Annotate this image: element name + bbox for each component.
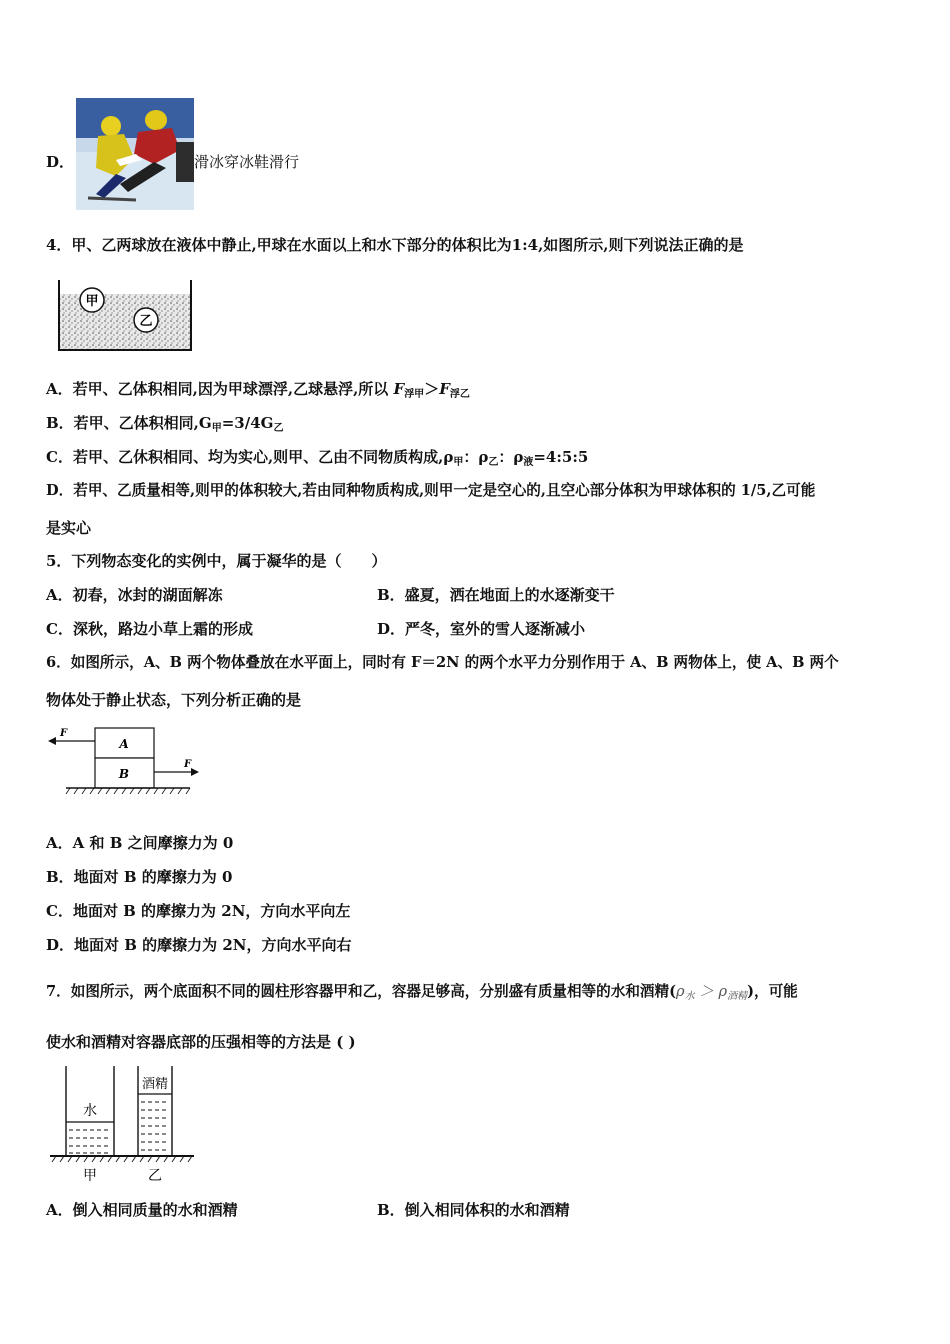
force-left-label: F bbox=[60, 728, 68, 739]
q4-container-figure bbox=[56, 278, 194, 354]
q4-option-d-line1: D．若甲、乙质量相等,则甲的体积较大,若由同种物质构成,则甲一定是空心的,且空心部分体积为甲球体积的 1/5,乙可能 bbox=[46, 482, 816, 499]
q5-option-d: D．严冬，室外的雪人逐渐减小 bbox=[377, 620, 586, 638]
q5-option-a: A．初春，冰封的湖面解冻 bbox=[46, 586, 223, 604]
speed-skating-photo bbox=[76, 98, 194, 210]
q7-stem-line1: 7．如图所示，两个底面积不同的圆柱形容器甲和乙，容器足够高，分别盛有质量相等的水和酒精$(\rho_水 > \rho_{酒精})$，可能 bbox=[46, 983, 798, 1002]
q6-option-a: A．A 和 B 之间摩擦力为 0 bbox=[46, 834, 234, 852]
q6-stem-line2: 物体处于静止状态，下列分析正确的是 bbox=[46, 691, 302, 709]
q7-containers-figure bbox=[48, 1064, 198, 1188]
q5-option-b: B．盛夏，洒在地面上的水逐渐变干 bbox=[377, 586, 615, 604]
container-yi-label: 乙 bbox=[148, 1168, 162, 1184]
q4-option-c: C．若甲、乙休积相同、均为实心,则甲、乙由不同物质构成$,\rho_甲$：$\rho_乙$：$\rho_液=4:5:5$ bbox=[46, 448, 589, 468]
water-label: 水 bbox=[83, 1103, 97, 1119]
q5-option-c: C．深秋，路边小草上霜的形成 bbox=[46, 620, 253, 638]
q6-option-b: B．地面对 B 的摩擦力为 0 bbox=[46, 868, 233, 886]
q5-stem: 5．下列物态变化的实例中，属于凝华的是（ ） bbox=[46, 552, 387, 570]
q6-blocks-figure bbox=[44, 724, 204, 800]
q6-option-d: D．地面对 B 的摩擦力为 2N，方向水平向右 bbox=[46, 936, 352, 954]
q4-option-d-line2: 是实心 bbox=[46, 519, 92, 537]
q7-option-a: A．倒入相同质量的水和酒精 bbox=[46, 1201, 238, 1219]
container-jia-label: 甲 bbox=[83, 1168, 97, 1184]
q4-option-a: A．若甲、乙体积相同,因为甲球漂浮,乙球悬浮,所以 $F_{浮甲}>F_{浮乙}$ bbox=[46, 380, 470, 400]
q6-stem-line1: 6．如图所示，A、B 两个物体叠放在水平面上，同时有 F＝2N 的两个水平力分别作用于 A、B 两物体上，使 A、B 两个 bbox=[46, 654, 839, 671]
ball-jia-label: 甲 bbox=[85, 294, 99, 309]
ball-yi-label: 乙 bbox=[139, 314, 153, 329]
q7-stem-line2: 使水和酒精对容器底部的压强相等的方法是 ( ) bbox=[46, 1033, 356, 1051]
block-a-label: A bbox=[119, 737, 129, 751]
alcohol-label: 酒精 bbox=[141, 1077, 169, 1092]
q7-option-b: B．倒入相同体积的水和酒精 bbox=[377, 1201, 570, 1219]
force-right-label: F bbox=[184, 759, 192, 770]
q4-stem: 4．甲、乙两球放在液体中静止,甲球在水面以上和水下部分的体积比为1:4,如图所示,则下列说法正确的是 bbox=[46, 236, 744, 254]
q6-option-c: C．地面对 B 的摩擦力为 2N，方向水平向左 bbox=[46, 902, 351, 920]
q4-option-b: B．若甲、乙体积相同$,G_甲=3/4G_乙$ bbox=[46, 414, 284, 434]
q3-option-d-label: D． bbox=[46, 153, 75, 171]
q3-option-d-text: 滑冰穿冰鞋滑行 bbox=[194, 153, 300, 171]
block-b-label: B bbox=[118, 767, 130, 781]
